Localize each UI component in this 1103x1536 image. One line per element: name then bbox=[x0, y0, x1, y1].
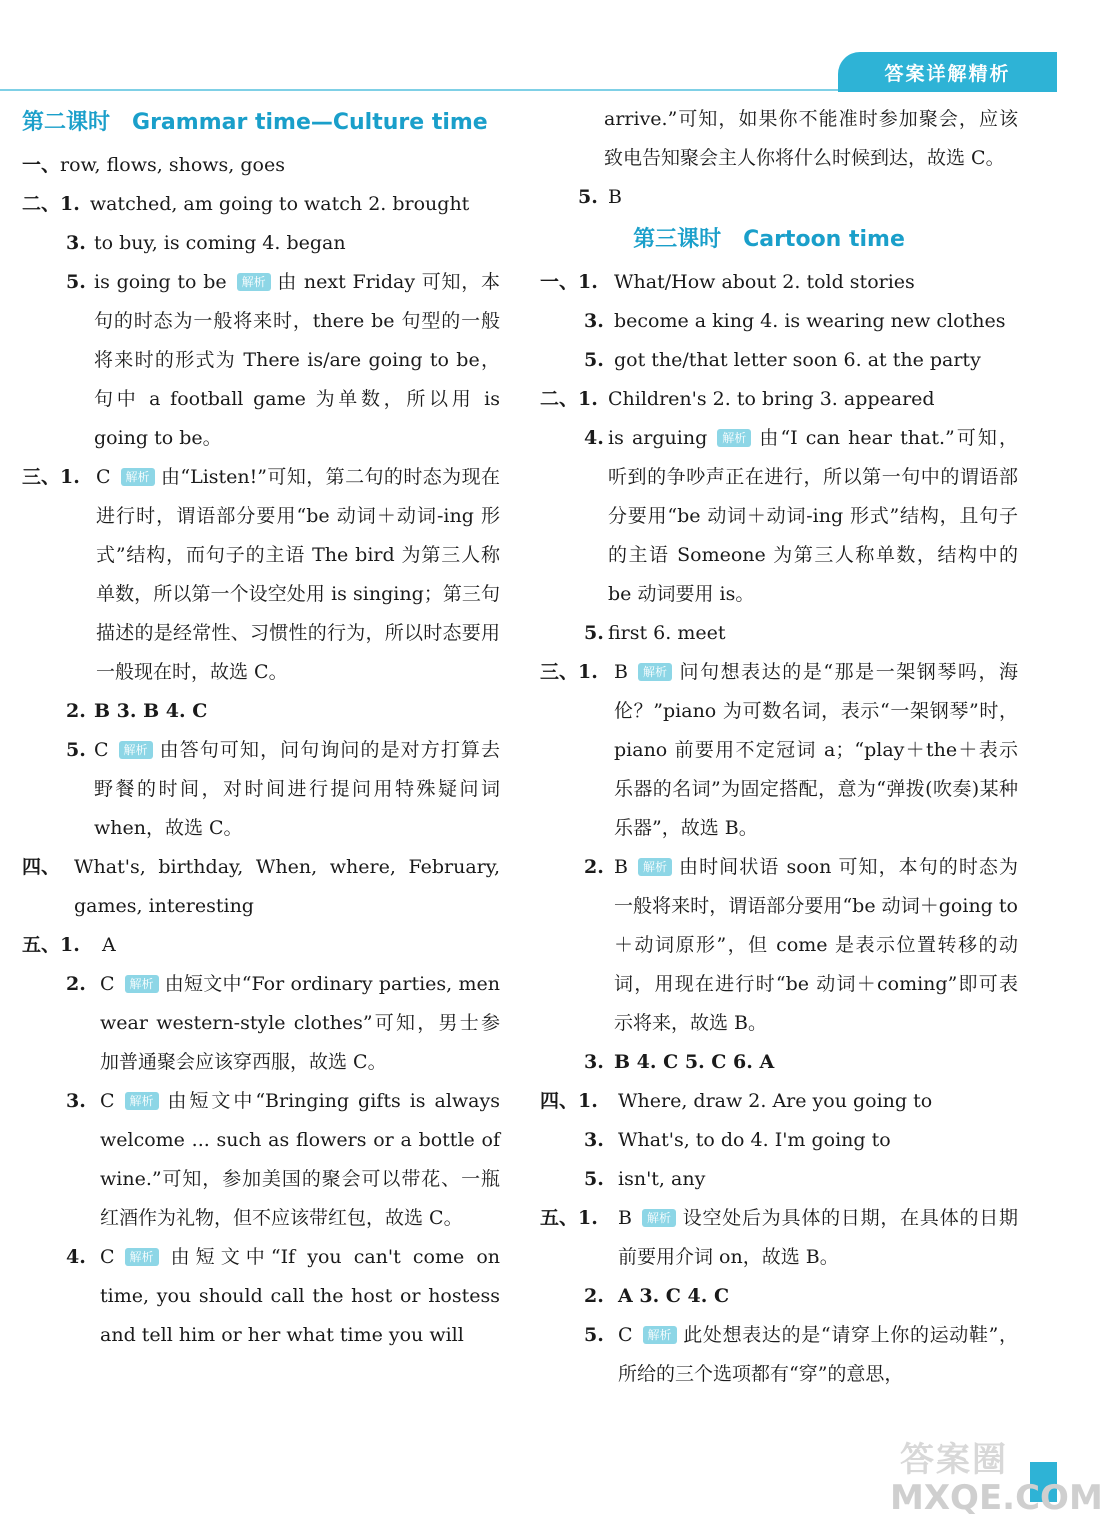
item-number: 二、1. bbox=[22, 193, 80, 215]
watermark-url: MXQE.COM bbox=[890, 1478, 1103, 1518]
item-number: 2. bbox=[66, 973, 86, 995]
item-number: 5. bbox=[584, 1324, 604, 1346]
answer-item bbox=[540, 1277, 1018, 1316]
watermark bbox=[890, 1432, 1103, 1536]
analysis-note: 由短文中“For ordinary parties, men wear western-style clothes”可知，男士参加普通聚会应该穿西服，故选 C。 bbox=[100, 973, 500, 1073]
continued-note bbox=[540, 100, 1018, 178]
header-rule bbox=[0, 89, 840, 91]
item-answer: to buy, is coming 4. began bbox=[94, 232, 346, 254]
answer-item bbox=[22, 848, 500, 926]
item-number: 5. bbox=[578, 186, 598, 208]
analysis-note: 由 next Friday 可知，本句的时态为一般将来时，there be 句型的一般将来时的形式为 There is/are going to be，句中 a football game 为单数，所以用 is going to be。 bbox=[94, 271, 500, 449]
answer-item bbox=[22, 146, 500, 185]
answer-item-with-note bbox=[22, 731, 500, 848]
item-number: 一、1. bbox=[540, 271, 598, 293]
answer-item bbox=[22, 692, 500, 731]
item-answer: C bbox=[100, 1246, 115, 1268]
section-title-lesson2 bbox=[22, 100, 500, 146]
answer-item bbox=[540, 302, 1018, 341]
analysis-note: 由“Listen!”可知，第二句的时态为现在进行时，谓语部分要用“be 动词＋动词-ing 形式”结构，而句子的主语 The bird 为第三人称单数，所以第一个设空处用 is singing；第三句描述的是经常性、习惯性的行为，所以时态要用一般现在时，故选 C。 bbox=[96, 466, 500, 683]
answer-item-with-note bbox=[540, 1316, 1018, 1394]
item-number: 5. bbox=[66, 739, 86, 761]
analysis-note: 由短文中“If you can't come on time, you should call the host or hostess and tell him or her what time you will bbox=[100, 1246, 500, 1346]
item-answer: C bbox=[96, 466, 111, 488]
item-answer: watched, am going to watch 2. brought bbox=[89, 193, 470, 215]
analysis-tag: 解析 bbox=[643, 1326, 677, 1344]
answer-item bbox=[540, 1160, 1018, 1199]
item-number: 4. bbox=[66, 1246, 86, 1268]
item-answer: A bbox=[102, 934, 116, 956]
analysis-tag: 解析 bbox=[125, 975, 159, 993]
item-answer: Where, draw 2. Are you going to bbox=[618, 1090, 933, 1112]
section-title-en: Grammar time—Culture time bbox=[132, 110, 488, 135]
right-column bbox=[540, 100, 1018, 1394]
page-header bbox=[0, 0, 1057, 92]
item-answer: become a king 4. is wearing new clothes bbox=[614, 310, 1006, 332]
item-answer: row, flows, shows, goes bbox=[60, 154, 285, 176]
item-number: 3. bbox=[584, 1129, 604, 1151]
item-number: 5. bbox=[66, 271, 86, 293]
answer-item-with-note bbox=[22, 263, 500, 458]
item-number: 3. bbox=[584, 1051, 604, 1073]
watermark-logo-text: 答案圈 bbox=[900, 1440, 1008, 1480]
analysis-tag: 解析 bbox=[125, 1092, 159, 1110]
item-answer: B bbox=[614, 856, 628, 878]
left-column bbox=[22, 100, 500, 1355]
section-title-cn: 第二课时 bbox=[22, 110, 111, 135]
item-number: 5. bbox=[584, 349, 604, 371]
item-number: 3. bbox=[66, 232, 86, 254]
item-answer: is going to be bbox=[94, 271, 227, 293]
answer-item bbox=[540, 380, 1018, 419]
item-answer: What/How about 2. told stories bbox=[614, 271, 915, 293]
section-title-en: Cartoon time bbox=[743, 227, 905, 252]
item-answer: B bbox=[614, 661, 628, 683]
item-answer: isn't, any bbox=[618, 1168, 706, 1190]
item-number: 三、1. bbox=[22, 466, 80, 488]
analysis-tag: 解析 bbox=[121, 468, 155, 486]
item-answer: first 6. meet bbox=[608, 622, 726, 644]
item-number: 2. bbox=[584, 1285, 604, 1307]
header-tab: 答案详解精析 bbox=[838, 52, 1057, 92]
item-answer: got the/that letter soon 6. at the party bbox=[614, 349, 981, 371]
item-answer: B bbox=[618, 1207, 632, 1229]
item-number: 二、1. bbox=[540, 388, 598, 410]
analysis-note: 问句想表达的是“那是一架钢琴吗，海伦？”piano 为可数名词，表示“一架钢琴”时，piano 前要用不定冠词 a；“play＋the＋表示乐器的名词”为固定搭配，意为“弹拨(吹奏)某种乐器”，故选 B。 bbox=[614, 661, 1018, 839]
item-number: 四、 bbox=[22, 856, 61, 878]
analysis-note: 由短文中“Bringing gifts is always welcome ... such as flowers or a bottle of wine.”可知，参加美国的聚会可以带花、一瓶红酒作为礼物，但不应该带红包，故选 C。 bbox=[100, 1090, 500, 1229]
analysis-note-continued: arrive.”可知，如果你不能准时参加聚会，应该致电告知聚会主人你将什么时候到达，故选 C。 bbox=[604, 108, 1018, 169]
item-number: 五、1. bbox=[22, 934, 80, 956]
answer-item-with-note bbox=[22, 1238, 500, 1355]
answer-item bbox=[540, 263, 1018, 302]
item-answer: C bbox=[94, 739, 109, 761]
answer-item-with-note bbox=[540, 1199, 1018, 1277]
answer-item-with-note bbox=[22, 965, 500, 1082]
answer-item-with-note bbox=[22, 1082, 500, 1238]
item-answer: B 4. C 5. C 6. A bbox=[614, 1051, 775, 1073]
item-answer: What's, birthday, When, where, February, games, interesting bbox=[74, 856, 500, 917]
item-number: 3. bbox=[66, 1090, 86, 1112]
analysis-note: 由时间状语 soon 可知，本句的时态为一般将来时，谓语部分要用“be 动词＋going to＋动词原形”，但 come 是表示位置转移的动词，用现在进行时“be 动词＋coming”即可表示将来，故选 B。 bbox=[614, 856, 1018, 1034]
item-answer: A 3. C 4. C bbox=[618, 1285, 730, 1307]
analysis-tag: 解析 bbox=[237, 273, 271, 291]
item-answer: C bbox=[618, 1324, 633, 1346]
answer-item bbox=[22, 926, 500, 965]
item-number: 四、1. bbox=[540, 1090, 598, 1112]
item-number: 5. bbox=[584, 1168, 604, 1190]
answer-item-with-note bbox=[540, 848, 1018, 1043]
answer-item bbox=[540, 614, 1018, 653]
answer-item-with-note bbox=[22, 458, 500, 692]
item-number: 5. bbox=[584, 622, 604, 644]
analysis-tag: 解析 bbox=[638, 858, 672, 876]
item-answer: is arguing bbox=[608, 427, 708, 449]
item-number: 2. bbox=[584, 856, 604, 878]
item-answer: Children's 2. to bring 3. appeared bbox=[608, 388, 935, 410]
answer-item bbox=[540, 178, 1018, 217]
item-number: 一、 bbox=[22, 154, 61, 176]
item-number: 2. bbox=[66, 700, 86, 722]
item-answer: B 3. B 4. C bbox=[94, 700, 208, 722]
section-title-lesson3 bbox=[540, 217, 1018, 263]
analysis-tag: 解析 bbox=[642, 1209, 676, 1227]
analysis-note: 由答句可知，问句询问的是对方打算去野餐的时间，对时间进行提问用特殊疑问词 when，故选 C。 bbox=[94, 739, 500, 839]
analysis-note: 此处想表达的是“请穿上你的运动鞋”，所给的三个选项都有“穿”的意思， bbox=[618, 1324, 1018, 1385]
answer-item bbox=[22, 185, 500, 224]
section-title-cn: 第三课时 bbox=[633, 227, 722, 252]
answer-item bbox=[540, 1082, 1018, 1121]
answer-item-with-note bbox=[540, 653, 1018, 848]
item-answer: B bbox=[608, 186, 622, 208]
answer-item bbox=[540, 1121, 1018, 1160]
item-answer: C bbox=[100, 1090, 115, 1112]
item-number: 三、1. bbox=[540, 661, 598, 683]
answer-item bbox=[22, 224, 500, 263]
analysis-tag: 解析 bbox=[717, 429, 751, 447]
item-answer: C bbox=[100, 973, 115, 995]
analysis-tag: 解析 bbox=[119, 741, 153, 759]
analysis-note: 设空处后为具体的日期，在具体的日期前要用介词 on，故选 B。 bbox=[618, 1207, 1018, 1268]
analysis-note: 由“I can hear that.”可知，听到的争吵声正在进行，所以第一句中的谓语部分要用“be 动词＋动词-ing 形式”结构，且句子的主语 Someone 为第三人称单数，结构中的 be 动词要用 is。 bbox=[608, 427, 1018, 605]
item-number: 五、1. bbox=[540, 1207, 598, 1229]
answer-item-with-note bbox=[540, 419, 1018, 614]
answer-item bbox=[540, 1043, 1018, 1082]
item-number: 4. bbox=[584, 427, 604, 449]
item-answer: What's, to do 4. I'm going to bbox=[618, 1129, 891, 1151]
analysis-tag: 解析 bbox=[638, 663, 672, 681]
item-number: 3. bbox=[584, 310, 604, 332]
answer-item bbox=[540, 341, 1018, 380]
analysis-tag: 解析 bbox=[125, 1248, 159, 1266]
